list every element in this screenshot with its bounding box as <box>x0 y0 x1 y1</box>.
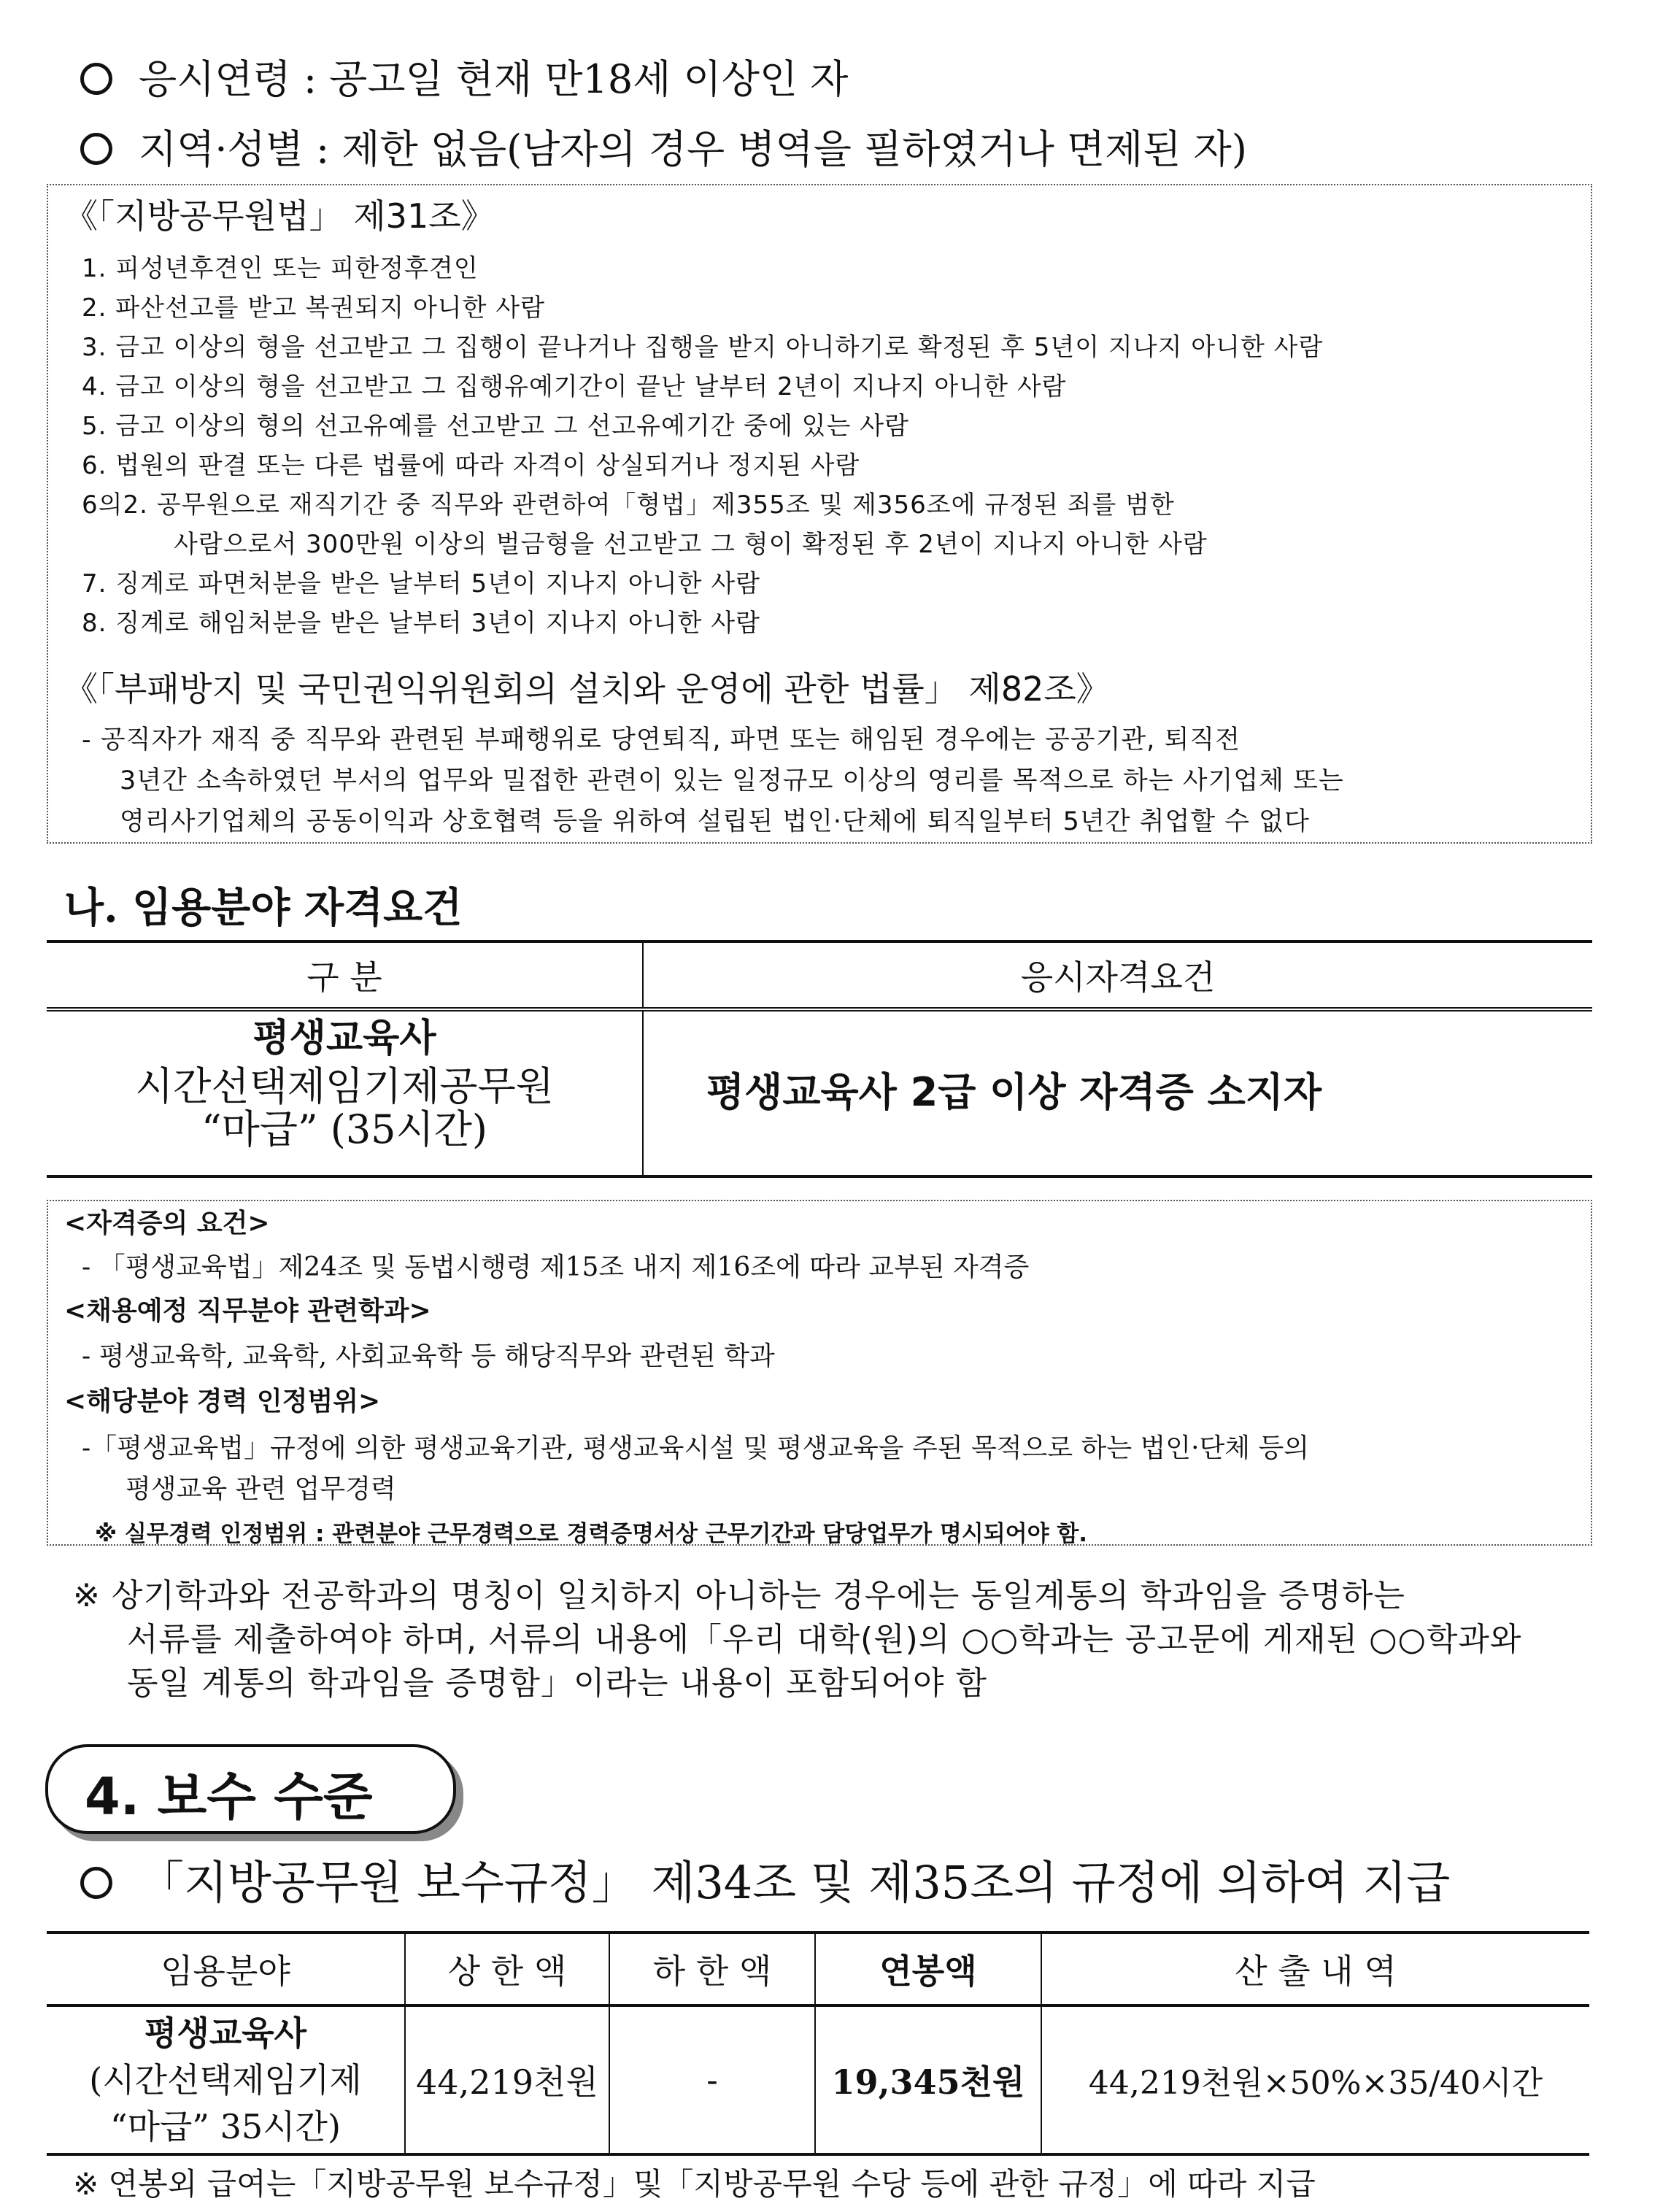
qualification-heading: <자격증의 요건> <box>64 1208 270 1238</box>
law-item: 4. 금고 이상의 형을 선고받고 그 집행유예기간이 끝난 날부터 2년이 지나지 아니한 사람 <box>82 372 1067 401</box>
dept-note-line: ※ 상기학과와 전공학과의 명칭이 일치하지 아니하는 경우에는 동일계통의 학과임을 증명하는 <box>73 1577 1405 1614</box>
salary-footnote: ※ 연봉외 급여는「지방공무원 보수규정」및「지방공무원 수당 등에 관한 규정」에 따라 지급 <box>73 2166 1316 2202</box>
salary-header: 산 출 내 역 <box>1235 1951 1397 1991</box>
law-item: 2. 파산선고를 받고 복권되지 아니한 사람 <box>82 293 545 323</box>
table-row-requirement: 평생교육사 2급 이상 자격증 소지자 <box>706 1068 1322 1115</box>
salary-annual: 19,345천원 <box>816 2007 1042 2153</box>
experience-note: ※ 실무경력 인정범위 : 관련분야 근무경력으로 경력증명서상 근무기간과 담당업무가 명시되어야 함. <box>95 1521 1088 1547</box>
law-item: 8. 징계로 해임처분을 받은 날부터 3년이 지나지 아니한 사람 <box>82 609 760 638</box>
table-row-field <box>47 1011 644 1175</box>
salary-row-field: 평생교육사 (시간선택제임기제 “마급” 35시간) <box>47 2007 406 2153</box>
table-header: 구 분 <box>47 943 644 1007</box>
law-title-82: 《「부패방지 및 국민권익위원회의 설치와 운영에 관한 법률」 제82조》 <box>64 669 1110 709</box>
law-note-line: 영리사기업체의 공동이익과 상호협력 등을 위하여 설립된 법인·단체에 퇴직일부터 5년간 취업할 수 없다 <box>120 807 1310 836</box>
qualification-line: 평생교육 관련 업무경력 <box>126 1474 396 1504</box>
law-note-line: - 공직자가 재직 중 직무와 관련된 부패행위로 당연퇴직, 파면 또는 해임된 경우에는 공공기관, 퇴직전 <box>82 725 1241 755</box>
dept-note-line: 동일 계통의 학과임을 증명함」이라는 내용이 포함되어야 함 <box>127 1665 988 1702</box>
qualification-table <box>47 940 1592 1178</box>
field-type: 시간선택제임기제공무원 <box>135 1063 554 1109</box>
salary-header: 상 한 액 <box>406 1934 610 2004</box>
qualification-line: - 「평생교육법」제24조 및 동법시행령 제15조 내지 제16조에 따라 교부된 자격증 <box>82 1252 1030 1282</box>
law-item: 6. 법원의 판결 또는 다른 법률에 따라 자격이 상실되거나 정지된 사람 <box>82 451 860 480</box>
region-gender-requirement: 지역·성별 : 제한 없음(남자의 경우 병역을 필하였거나 면제된 자) <box>80 118 1247 174</box>
section-na-title: 나. 임용분야 자격요건 <box>64 884 463 932</box>
salary-header: 연봉액 <box>816 1934 1042 2004</box>
field-grade: “마급” (35시간) <box>201 1106 487 1152</box>
circle-bullet-icon <box>80 133 112 165</box>
circle-bullet-icon <box>80 1867 112 1899</box>
salary-header: 임용분야 <box>47 1934 406 2004</box>
qualification-heading: <해당분야 경력 인정범위> <box>64 1386 381 1417</box>
law-note-line: 3년간 소속하였던 부서의 업무와 밀접한 관련이 있는 일정규모 이상의 영리를 목적으로 하는 사기업체 또는 <box>120 766 1344 795</box>
field-name: 평생교육사 <box>252 1017 436 1060</box>
law-item: 3. 금고 이상의 형을 선고받고 그 집행이 끝나거나 집행을 받지 아니하기로 확정된 후 5년이 지나지 아니한 사람 <box>82 333 1324 362</box>
law-title-31: 《「지방공무원법」 제31조》 <box>64 196 495 236</box>
section-4-title: 4. 보수 수준 <box>85 1767 373 1827</box>
qualification-line: -「평생교육법」규정에 의한 평생교육기관, 평생교육시설 및 평생교육을 주된 목적으로 하는 법인·단체 등의 <box>82 1433 1310 1463</box>
age-requirement: 응시연령 : 공고일 현재 만18세 이상인 자 <box>80 48 848 104</box>
salary-header: 하 한 액 <box>610 1934 816 2004</box>
section-4-pill <box>45 1744 456 1834</box>
qualification-heading: <채용예정 직무분야 관련학과> <box>64 1295 431 1326</box>
salary-basis: 「지방공무원 보수규정」 제34조 및 제35조의 규정에 의하여 지급 <box>80 1846 1450 1911</box>
law-item: 6의2. 공무원으로 재직기간 중 직무와 관련하여「형법」제355조 및 제356조에 규정된 죄를 범한 <box>82 490 1175 520</box>
law-item: 7. 징계로 파면처분을 받은 날부터 5년이 지나지 아니한 사람 <box>82 569 760 598</box>
table-header: 응시자격요건 <box>1020 957 1216 997</box>
dept-note-line: 서류를 제출하여야 하며, 서류의 내용에「우리 대학(원)의 ○○학과는 공고문에 게재된 ○○학과와 <box>127 1621 1522 1658</box>
salary-lower: - <box>610 2007 816 2153</box>
law-item: 1. 피성년후견인 또는 피한정후견인 <box>82 254 479 283</box>
salary-calc: 44,219천원×50%×35/40시간 <box>1088 2065 1543 2102</box>
salary-upper: 44,219천원 <box>406 2007 610 2153</box>
circle-bullet-icon <box>80 63 112 95</box>
salary-table <box>47 1931 1589 2156</box>
qualification-line: - 평생교육학, 교육학, 사회교육학 등 해당직무와 관련된 학과 <box>82 1341 775 1371</box>
law-item: 5. 금고 이상의 형의 선고유예를 선고받고 그 선고유예기간 중에 있는 사람 <box>82 412 909 441</box>
law-item: 사람으로서 300만원 이상의 벌금형을 선고받고 그 형이 확정된 후 2년이 지나지 아니한 사람 <box>174 530 1208 559</box>
